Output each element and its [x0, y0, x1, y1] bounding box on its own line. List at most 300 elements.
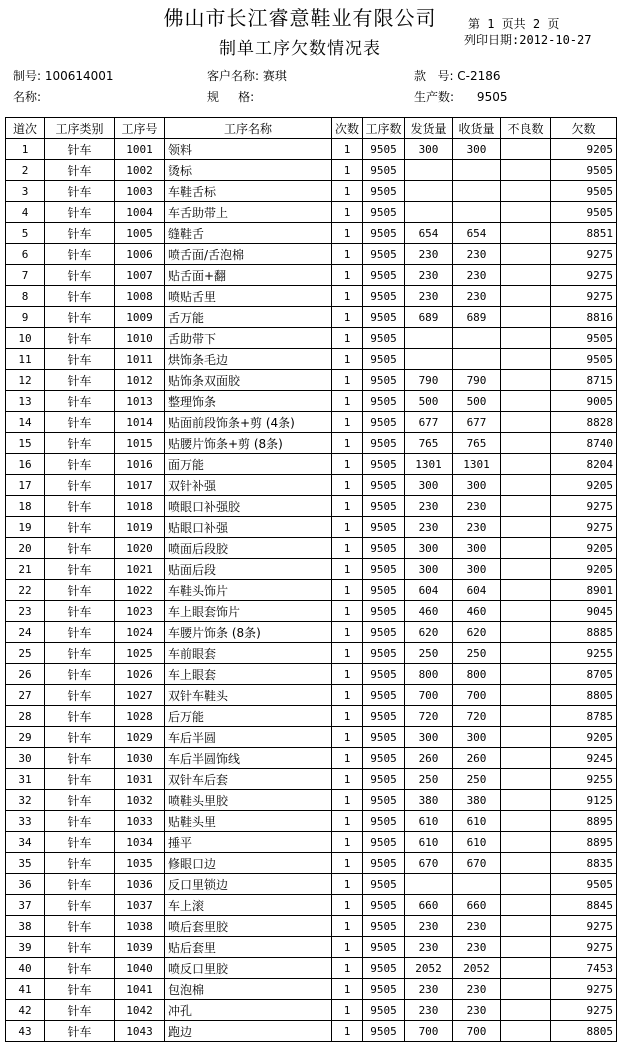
- category-cell: 针车: [45, 748, 115, 769]
- shortage-cell: 9505: [551, 874, 617, 895]
- received-qty-cell: 660: [453, 895, 501, 916]
- table-row: [6, 286, 617, 307]
- step-cell: 22: [6, 580, 45, 601]
- process-qty-cell: 9505: [363, 559, 405, 580]
- step-cell: 38: [6, 916, 45, 937]
- issued-qty-cell: 700: [405, 685, 453, 706]
- step-cell: 14: [6, 412, 45, 433]
- received-qty-cell: 230: [453, 496, 501, 517]
- table-row: [6, 160, 617, 181]
- category-cell: 针车: [45, 832, 115, 853]
- issued-qty-cell: 460: [405, 601, 453, 622]
- table-row: [6, 328, 617, 349]
- step-cell: 28: [6, 706, 45, 727]
- category-cell: 针车: [45, 643, 115, 664]
- category-cell: 针车: [45, 349, 115, 370]
- issued-qty-cell: 689: [405, 307, 453, 328]
- received-qty-cell: 300: [453, 139, 501, 160]
- times-cell: 1: [332, 979, 363, 1000]
- process-code-cell: 1037: [115, 895, 165, 916]
- process-name-cell: 面万能: [165, 454, 332, 475]
- defect-cell: [501, 223, 551, 244]
- times-cell: 1: [332, 643, 363, 664]
- process-name-cell: 贴舌面+翻: [165, 265, 332, 286]
- process-qty-cell: 9505: [363, 433, 405, 454]
- process-code-cell: 1015: [115, 433, 165, 454]
- shortage-cell: 9255: [551, 643, 617, 664]
- category-cell: 针车: [45, 559, 115, 580]
- table-row: [6, 181, 617, 202]
- shortage-cell: 8785: [551, 706, 617, 727]
- issued-qty-cell: 230: [405, 979, 453, 1000]
- category-cell: 针车: [45, 727, 115, 748]
- received-qty-cell: 230: [453, 916, 501, 937]
- received-qty-cell: 800: [453, 664, 501, 685]
- table-row: [6, 1021, 617, 1042]
- process-code-cell: 1042: [115, 1000, 165, 1021]
- defect-cell: [501, 538, 551, 559]
- received-qty-cell: 1301: [453, 454, 501, 475]
- process-code-cell: 1036: [115, 874, 165, 895]
- step-cell: 5: [6, 223, 45, 244]
- table-row: [6, 979, 617, 1000]
- issued-qty-cell: 260: [405, 748, 453, 769]
- category-cell: 针车: [45, 622, 115, 643]
- process-name-cell: 车前眼套: [165, 643, 332, 664]
- process-name-cell: 反口里锁边: [165, 874, 332, 895]
- column-header: 工序号: [115, 118, 165, 139]
- category-cell: 针车: [45, 181, 115, 202]
- category-cell: 针车: [45, 895, 115, 916]
- process-qty-cell: 9505: [363, 895, 405, 916]
- issued-qty-cell: 2052: [405, 958, 453, 979]
- issued-qty-cell: 230: [405, 916, 453, 937]
- step-cell: 9: [6, 307, 45, 328]
- process-name-cell: 跑边: [165, 1021, 332, 1042]
- table-row: [6, 454, 617, 475]
- process-qty-cell: 9505: [363, 979, 405, 1000]
- category-cell: 针车: [45, 811, 115, 832]
- category-cell: 针车: [45, 979, 115, 1000]
- process-qty-cell: 9505: [363, 1021, 405, 1042]
- defect-cell: [501, 412, 551, 433]
- process-qty-cell: 9505: [363, 622, 405, 643]
- step-cell: 12: [6, 370, 45, 391]
- process-name-cell: 后万能: [165, 706, 332, 727]
- defect-cell: [501, 895, 551, 916]
- shortage-cell: 8740: [551, 433, 617, 454]
- process-qty-cell: 9505: [363, 496, 405, 517]
- defect-cell: [501, 664, 551, 685]
- table-row: [6, 895, 617, 916]
- category-cell: 针车: [45, 1000, 115, 1021]
- process-qty-cell: 9505: [363, 769, 405, 790]
- category-cell: 针车: [45, 874, 115, 895]
- table-row: [6, 853, 617, 874]
- process-qty-cell: 9505: [363, 937, 405, 958]
- table-row: [6, 223, 617, 244]
- process-name-cell: 车后半圆饰线: [165, 748, 332, 769]
- issued-qty-cell: 654: [405, 223, 453, 244]
- order-number: 制号: 100614001: [13, 69, 114, 83]
- table-row: [6, 664, 617, 685]
- table-header-row: [6, 118, 617, 139]
- received-qty-cell: 500: [453, 391, 501, 412]
- process-qty-cell: 9505: [363, 160, 405, 181]
- process-code-cell: 1035: [115, 853, 165, 874]
- defect-cell: [501, 328, 551, 349]
- process-code-cell: 1040: [115, 958, 165, 979]
- received-qty-cell: 689: [453, 307, 501, 328]
- defect-cell: [501, 517, 551, 538]
- issued-qty-cell: 230: [405, 517, 453, 538]
- defect-cell: [501, 265, 551, 286]
- process-name-cell: 修眼口边: [165, 853, 332, 874]
- shortage-cell: 8705: [551, 664, 617, 685]
- received-qty-cell: 677: [453, 412, 501, 433]
- process-qty-cell: 9505: [363, 517, 405, 538]
- issued-qty-cell: 660: [405, 895, 453, 916]
- times-cell: 1: [332, 559, 363, 580]
- process-name-cell: 整理饰条: [165, 391, 332, 412]
- process-qty-cell: 9505: [363, 853, 405, 874]
- issued-qty-cell: 230: [405, 244, 453, 265]
- process-code-cell: 1020: [115, 538, 165, 559]
- table-row: [6, 580, 617, 601]
- process-code-cell: 1006: [115, 244, 165, 265]
- shortage-cell: 8895: [551, 832, 617, 853]
- step-cell: 15: [6, 433, 45, 454]
- defect-cell: [501, 958, 551, 979]
- defect-cell: [501, 643, 551, 664]
- process-code-cell: 1022: [115, 580, 165, 601]
- times-cell: 1: [332, 538, 363, 559]
- received-qty-cell: 250: [453, 643, 501, 664]
- production-quantity: 生产数: 9505: [414, 90, 508, 104]
- table-row: [6, 307, 617, 328]
- times-cell: 1: [332, 790, 363, 811]
- issued-qty-cell: 700: [405, 1021, 453, 1042]
- step-cell: 34: [6, 832, 45, 853]
- table-row: [6, 559, 617, 580]
- times-cell: 1: [332, 433, 363, 454]
- table-row: [6, 811, 617, 832]
- category-cell: 针车: [45, 517, 115, 538]
- times-cell: 1: [332, 244, 363, 265]
- issued-qty-cell: 610: [405, 832, 453, 853]
- process-qty-cell: 9505: [363, 139, 405, 160]
- process-qty-cell: 9505: [363, 916, 405, 937]
- process-code-cell: 1026: [115, 664, 165, 685]
- process-name-cell: 车后半圆: [165, 727, 332, 748]
- process-name-cell: 喷面后段胶: [165, 538, 332, 559]
- defect-cell: [501, 370, 551, 391]
- table-row: [6, 1000, 617, 1021]
- times-cell: 1: [332, 517, 363, 538]
- process-code-cell: 1031: [115, 769, 165, 790]
- process-qty-cell: 9505: [363, 727, 405, 748]
- shortage-cell: 9275: [551, 286, 617, 307]
- category-cell: 针车: [45, 391, 115, 412]
- process-qty-cell: 9505: [363, 265, 405, 286]
- style-number: 款 号: C-2186: [414, 69, 501, 83]
- category-cell: 针车: [45, 370, 115, 391]
- process-name-cell: 贴后套里: [165, 937, 332, 958]
- defect-cell: [501, 433, 551, 454]
- category-cell: 针车: [45, 139, 115, 160]
- received-qty-cell: 230: [453, 1000, 501, 1021]
- step-cell: 8: [6, 286, 45, 307]
- process-code-cell: 1001: [115, 139, 165, 160]
- process-qty-cell: 9505: [363, 811, 405, 832]
- issued-qty-cell: 230: [405, 265, 453, 286]
- issued-qty-cell: 604: [405, 580, 453, 601]
- process-code-cell: 1017: [115, 475, 165, 496]
- process-code-cell: 1004: [115, 202, 165, 223]
- process-code-cell: 1027: [115, 685, 165, 706]
- received-qty-cell: 230: [453, 937, 501, 958]
- issued-qty-cell: [405, 160, 453, 181]
- received-qty-cell: 250: [453, 769, 501, 790]
- table-row: [6, 370, 617, 391]
- table-row: [6, 643, 617, 664]
- process-qty-cell: 9505: [363, 454, 405, 475]
- received-qty-cell: 300: [453, 559, 501, 580]
- shortage-cell: 9275: [551, 496, 617, 517]
- process-qty-cell: 9505: [363, 328, 405, 349]
- column-header: 次数: [332, 118, 363, 139]
- table-row: [6, 727, 617, 748]
- step-cell: 41: [6, 979, 45, 1000]
- shortage-cell: 8835: [551, 853, 617, 874]
- times-cell: 1: [332, 286, 363, 307]
- times-cell: 1: [332, 265, 363, 286]
- step-cell: 30: [6, 748, 45, 769]
- times-cell: 1: [332, 916, 363, 937]
- received-qty-cell: 604: [453, 580, 501, 601]
- times-cell: 1: [332, 349, 363, 370]
- process-code-cell: 1018: [115, 496, 165, 517]
- defect-cell: [501, 496, 551, 517]
- category-cell: 针车: [45, 412, 115, 433]
- issued-qty-cell: [405, 874, 453, 895]
- step-cell: 42: [6, 1000, 45, 1021]
- shortage-cell: 9205: [551, 727, 617, 748]
- step-cell: 33: [6, 811, 45, 832]
- issued-qty-cell: 380: [405, 790, 453, 811]
- step-cell: 16: [6, 454, 45, 475]
- times-cell: 1: [332, 748, 363, 769]
- category-cell: 针车: [45, 538, 115, 559]
- category-cell: 针车: [45, 790, 115, 811]
- defect-cell: [501, 391, 551, 412]
- step-cell: 19: [6, 517, 45, 538]
- received-qty-cell: [453, 349, 501, 370]
- process-name-cell: 车鞋舌标: [165, 181, 332, 202]
- process-name-cell: 双针车后套: [165, 769, 332, 790]
- times-cell: 1: [332, 475, 363, 496]
- category-cell: 针车: [45, 265, 115, 286]
- process-name-cell: 舌万能: [165, 307, 332, 328]
- process-qty-cell: 9505: [363, 286, 405, 307]
- received-qty-cell: 260: [453, 748, 501, 769]
- received-qty-cell: 300: [453, 538, 501, 559]
- process-qty-cell: 9505: [363, 832, 405, 853]
- received-qty-cell: [453, 160, 501, 181]
- table-row: [6, 937, 617, 958]
- issued-qty-cell: 300: [405, 139, 453, 160]
- shortage-cell: 8204: [551, 454, 617, 475]
- table-row: [6, 202, 617, 223]
- received-qty-cell: 230: [453, 244, 501, 265]
- times-cell: 1: [332, 328, 363, 349]
- process-qty-cell: 9505: [363, 349, 405, 370]
- process-code-cell: 1009: [115, 307, 165, 328]
- shortage-cell: 8885: [551, 622, 617, 643]
- received-qty-cell: 620: [453, 622, 501, 643]
- issued-qty-cell: 300: [405, 559, 453, 580]
- category-cell: 针车: [45, 958, 115, 979]
- process-code-cell: 1013: [115, 391, 165, 412]
- received-qty-cell: [453, 874, 501, 895]
- process-name-cell: 舌助带下: [165, 328, 332, 349]
- process-name-cell: 缝鞋舌: [165, 223, 332, 244]
- defect-cell: [501, 622, 551, 643]
- shortage-cell: 9505: [551, 181, 617, 202]
- process-name-cell: 喷后套里胶: [165, 916, 332, 937]
- table-row: [6, 265, 617, 286]
- process-name-cell: 冲孔: [165, 1000, 332, 1021]
- step-cell: 20: [6, 538, 45, 559]
- defect-cell: [501, 979, 551, 1000]
- process-qty-cell: 9505: [363, 307, 405, 328]
- received-qty-cell: 720: [453, 706, 501, 727]
- step-cell: 43: [6, 1021, 45, 1042]
- category-cell: 针车: [45, 475, 115, 496]
- received-qty-cell: [453, 328, 501, 349]
- received-qty-cell: 765: [453, 433, 501, 454]
- received-qty-cell: 230: [453, 517, 501, 538]
- process-qty-cell: 9505: [363, 412, 405, 433]
- step-cell: 11: [6, 349, 45, 370]
- process-name-cell: 贴饰条双面胶: [165, 370, 332, 391]
- shortage-cell: 9205: [551, 475, 617, 496]
- received-qty-cell: 460: [453, 601, 501, 622]
- times-cell: 1: [332, 874, 363, 895]
- defect-cell: [501, 685, 551, 706]
- times-cell: 1: [332, 370, 363, 391]
- process-code-cell: 1002: [115, 160, 165, 181]
- table-row: [6, 790, 617, 811]
- step-cell: 25: [6, 643, 45, 664]
- received-qty-cell: 380: [453, 790, 501, 811]
- received-qty-cell: 790: [453, 370, 501, 391]
- process-code-cell: 1021: [115, 559, 165, 580]
- issued-qty-cell: 610: [405, 811, 453, 832]
- category-cell: 针车: [45, 307, 115, 328]
- category-cell: 针车: [45, 286, 115, 307]
- process-qty-cell: 9505: [363, 370, 405, 391]
- times-cell: 1: [332, 1021, 363, 1042]
- process-code-cell: 1034: [115, 832, 165, 853]
- issued-qty-cell: 300: [405, 727, 453, 748]
- category-cell: 针车: [45, 202, 115, 223]
- times-cell: 1: [332, 1000, 363, 1021]
- process-qty-cell: 9505: [363, 874, 405, 895]
- step-cell: 39: [6, 937, 45, 958]
- process-code-cell: 1041: [115, 979, 165, 1000]
- shortage-cell: 9505: [551, 349, 617, 370]
- process-name-cell: 喷贴舌里: [165, 286, 332, 307]
- shortage-cell: 9045: [551, 601, 617, 622]
- category-cell: 针车: [45, 328, 115, 349]
- received-qty-cell: 700: [453, 1021, 501, 1042]
- column-header: 工序类别: [45, 118, 115, 139]
- category-cell: 针车: [45, 160, 115, 181]
- process-qty-cell: 9505: [363, 202, 405, 223]
- shortage-cell: 9205: [551, 538, 617, 559]
- defect-cell: [501, 601, 551, 622]
- shortage-cell: 9205: [551, 559, 617, 580]
- table-row: [6, 916, 617, 937]
- table-row: [6, 685, 617, 706]
- process-code-cell: 1024: [115, 622, 165, 643]
- issued-qty-cell: 300: [405, 475, 453, 496]
- step-cell: 1: [6, 139, 45, 160]
- process-qty-cell: 9505: [363, 538, 405, 559]
- received-qty-cell: 230: [453, 286, 501, 307]
- defect-cell: [501, 790, 551, 811]
- column-header: 发货量: [405, 118, 453, 139]
- received-qty-cell: 300: [453, 727, 501, 748]
- step-cell: 27: [6, 685, 45, 706]
- process-code-cell: 1019: [115, 517, 165, 538]
- issued-qty-cell: 790: [405, 370, 453, 391]
- step-cell: 32: [6, 790, 45, 811]
- step-cell: 35: [6, 853, 45, 874]
- column-header: 道次: [6, 118, 45, 139]
- process-qty-cell: 9505: [363, 748, 405, 769]
- category-cell: 针车: [45, 454, 115, 475]
- defect-cell: [501, 853, 551, 874]
- process-code-cell: 1023: [115, 601, 165, 622]
- defect-cell: [501, 181, 551, 202]
- times-cell: 1: [332, 580, 363, 601]
- page-info: 第 1 页共 2 页: [468, 17, 560, 31]
- process-name-cell: 喷鞋头里胶: [165, 790, 332, 811]
- issued-qty-cell: [405, 349, 453, 370]
- shortage-cell: 8816: [551, 307, 617, 328]
- defect-cell: [501, 202, 551, 223]
- process-code-cell: 1038: [115, 916, 165, 937]
- times-cell: 1: [332, 958, 363, 979]
- times-cell: 1: [332, 139, 363, 160]
- step-cell: 24: [6, 622, 45, 643]
- defect-cell: [501, 349, 551, 370]
- defect-cell: [501, 244, 551, 265]
- process-qty-cell: 9505: [363, 223, 405, 244]
- step-cell: 13: [6, 391, 45, 412]
- process-qty-cell: 9505: [363, 706, 405, 727]
- shortage-cell: 9505: [551, 160, 617, 181]
- process-qty-cell: 9505: [363, 391, 405, 412]
- step-cell: 31: [6, 769, 45, 790]
- shortage-cell: 8805: [551, 1021, 617, 1042]
- process-code-cell: 1029: [115, 727, 165, 748]
- product-name: 名称:: [13, 90, 42, 104]
- defect-cell: [501, 286, 551, 307]
- received-qty-cell: [453, 181, 501, 202]
